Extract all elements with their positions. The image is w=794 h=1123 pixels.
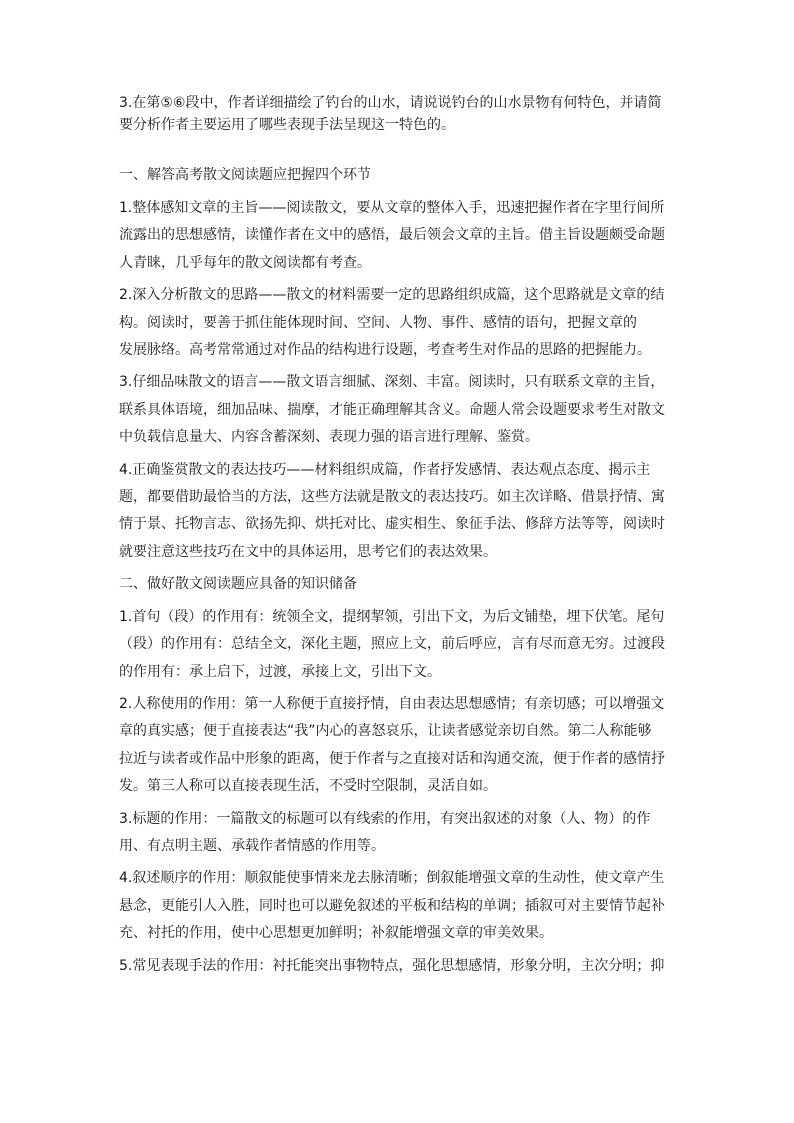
section2-item-1 bbox=[119, 604, 675, 686]
text-line: 1.首句（段）的作用有：统领全文，提纲挈领，引出下文，为后文铺垫，埋下伏笔。尾句 bbox=[119, 608, 665, 625]
text-line: 2.深入分析散文的思路——散文的材料需要一定的思路组织成篇，这个思路就是文章的结 bbox=[119, 287, 665, 304]
text-line: 悬念，更能引人入胜，同时也可以避免叙述的平板和结构的单调；插叙可对主要情节起补 bbox=[119, 897, 665, 914]
text-line: 中负载信息量大、内容含蓄深刻、表现力强的语言进行理解、鉴赏。 bbox=[119, 429, 539, 446]
section-heading: 一、解答高考散文阅读题应把握四个环节 bbox=[119, 167, 371, 183]
question-line: 要分析作者主要运用了哪些表现手法呈现这一特色的。 bbox=[119, 117, 455, 133]
document-page bbox=[119, 92, 675, 985]
text-line: 用、有点明主题、承载作者情感的作用等。 bbox=[119, 837, 385, 854]
section1-item-4 bbox=[119, 457, 675, 567]
text-line: 题，都要借助最恰当的方法，这些方法就是散文的表达技巧。如主次详略、借景抒情、寓 bbox=[119, 489, 665, 506]
text-line: 发展脉络。高考常常通过对作品的结构进行设题，考查考生对作品的思路的把握能力。 bbox=[119, 342, 651, 359]
text-line: （段）的作用有：总结全文，深化主题，照应上文，前后呼应，言有尽而意无穷。过渡段 bbox=[119, 636, 665, 653]
text-line: 发。第三人称可以直接表现生活，不受时空限制，灵活自如。 bbox=[119, 778, 497, 795]
section2-item-3 bbox=[119, 806, 675, 861]
text-line: 4.叙述顺序的作用：顺叙能使事情来龙去脉清晰；倒叙能增强文章的生动性，使文章产生 bbox=[119, 870, 665, 887]
question-paragraph bbox=[119, 92, 675, 136]
section2-item-5 bbox=[119, 953, 675, 980]
text-line: 章的真实感；便于直接表达“我”内心的喜怒哀乐，让读者感觉亲切自然。第二人称能够 bbox=[119, 723, 652, 740]
spacer bbox=[119, 136, 675, 164]
question-line: 3.在第⑤⑥段中，作者详细描绘了钓台的山水，请说说钓台的山水景物有何特色，并请简 bbox=[119, 95, 662, 111]
section2-item-2 bbox=[119, 691, 675, 801]
text-line: 拉近与读者或作品中形象的距离，便于作者与之直接对话和沟通交流，便于作者的感情抒 bbox=[119, 750, 665, 767]
text-line: 联系具体语境，细加品味、揣摩，才能正确理解其含义。命题人常会设题要求考生对散文 bbox=[119, 401, 665, 418]
section1-item-2 bbox=[119, 282, 675, 364]
text-line: 情于景、托物言志、欲扬先抑、烘托对比、虚实相生、象征手法、修辞方法等等，阅读时 bbox=[119, 516, 665, 533]
text-line: 流露出的思想感情，读懂作者在文中的感悟，最后领会文章的主旨。借主旨设题颇受命题 bbox=[119, 227, 665, 244]
text-line: 的作用有：承上启下，过渡，承接上文，引出下文。 bbox=[119, 663, 441, 680]
section1-item-3 bbox=[119, 369, 675, 451]
text-line: 就要注意这些技巧在文中的具体运用，思考它们的表达效果。 bbox=[119, 543, 497, 560]
text-line: 构。阅读时，要善于抓住能体现时间、空间、人物、事件、感情的语句，把握文章的 bbox=[119, 314, 637, 331]
text-line: 3.仔细品味散文的语言——散文语言细腻、深刻、丰富。阅读时，只有联系文章的主旨， bbox=[119, 374, 665, 391]
text-line: 充、衬托的作用，使中心思想更加鲜明；补叙能增强文章的审美效果。 bbox=[119, 925, 553, 942]
text-line: 3.标题的作用：一篇散文的标题可以有线索的作用，有突出叙述的对象（人、物）的作 bbox=[119, 810, 651, 827]
text-line: 2.人称使用的作用：第一人称便于直接抒情，自由表达思想感情；有亲切感；可以增强文 bbox=[119, 695, 665, 712]
text-line: 5.常见表现手法的作用：衬托能突出事物特点，强化思想感情，形象分明，主次分明；抑 bbox=[119, 957, 665, 974]
section1-item-1 bbox=[119, 195, 675, 277]
text-line: 人青睐，几乎每年的散文阅读都有考查。 bbox=[119, 254, 371, 271]
text-line: 1.整体感知文章的主旨——阅读散文，要从文章的整体入手，迅速把握作者在字里行间所 bbox=[119, 200, 665, 216]
section-heading: 二、做好散文阅读题应具备的知识储备 bbox=[119, 576, 357, 593]
text-line: 4.正确鉴赏散文的表达技巧——材料组织成篇，作者抒发感情、表达观点态度、揭示主 bbox=[119, 461, 651, 478]
section2-item-4 bbox=[119, 865, 675, 947]
